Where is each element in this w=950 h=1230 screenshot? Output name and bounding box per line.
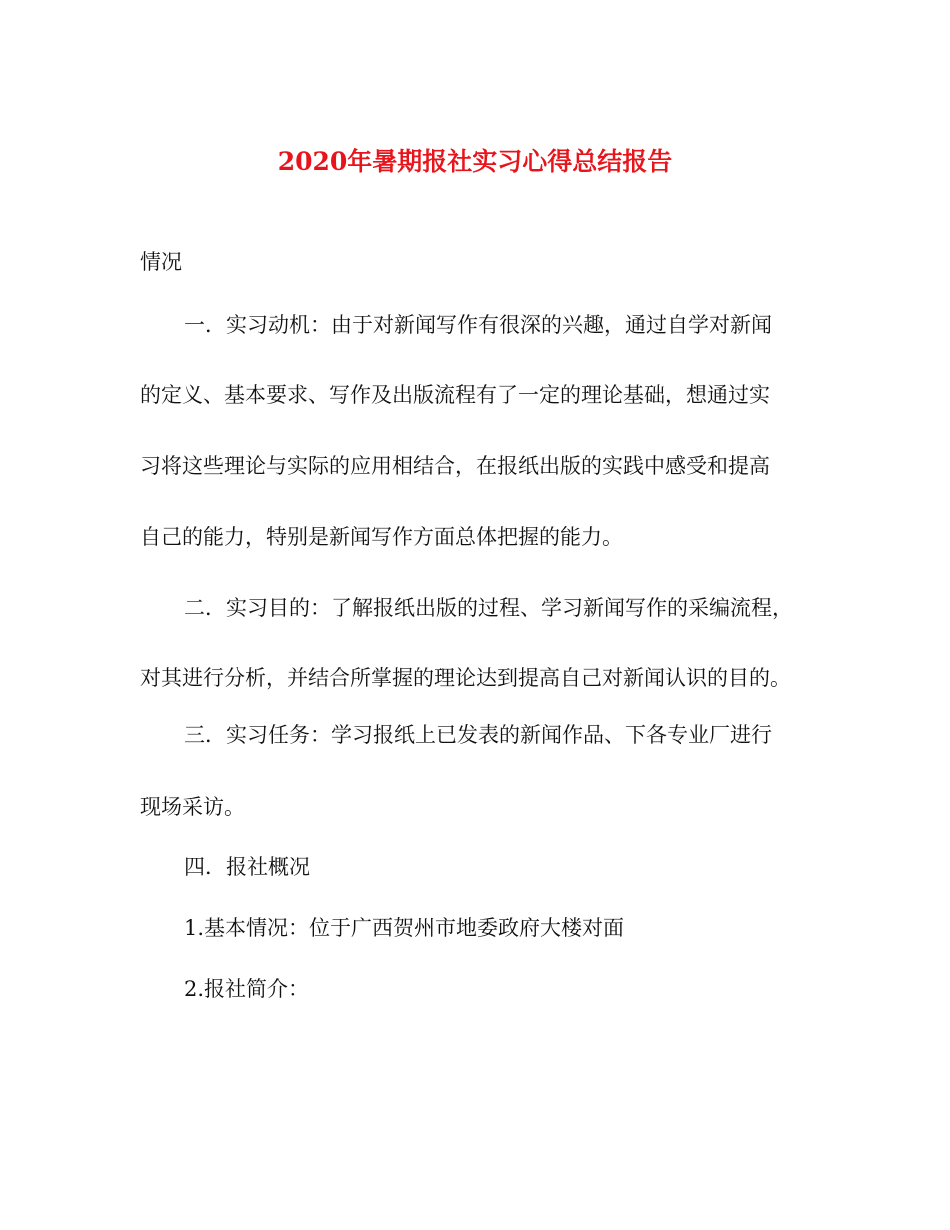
paragraph-line: 的定义、基本要求、写作及出版流程有了一定的理论基础，想通过实 xyxy=(140,383,770,407)
document-title: 2020年暑期报社实习心得总结报告 xyxy=(277,147,673,176)
paragraph-line: 三．实习任务：学习报纸上已发表的新闻作品、下各专业厂进行 xyxy=(184,723,772,747)
section-heading: 四．报社概况 xyxy=(184,855,310,879)
list-item: 1.基本情况：位于广西贺州市地委政府大楼对面 xyxy=(184,916,625,940)
paragraph-line: 二．实习目的：了解报纸出版的过程、学习新闻写作的采编流程， xyxy=(184,596,793,620)
paragraph-line: 习将这些理论与实际的应用相结合，在报纸出版的实践中感受和提高 xyxy=(140,454,770,478)
paragraph-line: 一．实习动机：由于对新闻写作有很深的兴趣，通过自学对新闻 xyxy=(184,313,772,337)
section-label: 情况 xyxy=(140,250,182,274)
list-item: 2.报社简介： xyxy=(184,977,310,1001)
paragraph-line: 现场采访。 xyxy=(140,795,245,819)
paragraph-line: 自己的能力，特别是新闻写作方面总体把握的能力。 xyxy=(140,525,623,549)
paragraph-line: 对其进行分析，并结合所掌握的理论达到提高自己对新闻认识的目的。 xyxy=(140,666,791,690)
